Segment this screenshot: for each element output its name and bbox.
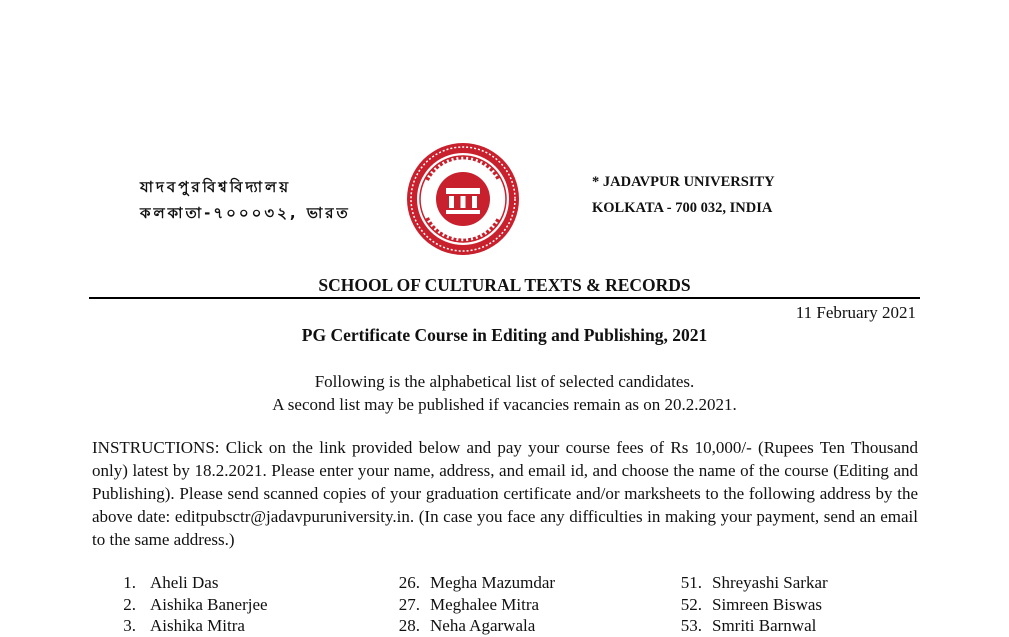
intro-line-2: A second list may be published if vacancies remain as on 20.2.2021.	[272, 395, 737, 414]
candidate-name: Aheli Das	[150, 573, 219, 592]
candidate-name: Aishika Mitra	[150, 616, 245, 635]
candidate-name: Smriti Barnwal	[712, 616, 817, 635]
list-item	[100, 572, 268, 594]
header-divider	[89, 297, 920, 299]
letterhead-bengali-line2: কলকাতা-৭০০০৩২, ভারত	[140, 204, 351, 222]
candidate-name: Aishika Banerjee	[150, 594, 268, 614]
list-item	[672, 572, 828, 594]
list-item	[100, 615, 268, 637]
candidate-name: Meghalee Mitra	[430, 594, 540, 614]
letterhead-english-line2: KOLKATA - 700 032, INDIA	[592, 200, 773, 216]
instructions-paragraph: INSTRUCTIONS: Click on the link provided below and pay your course fees of Rs 10,000/- (Rupees Ten Thousand only) latest by 18.2.2021. Please enter your name, address, and email id, and choose the name of the course (Editing and Publishing). Please send scanned copies of your graduation certificate and/or marksheets to the following address by the above date: editpubsctr@jadavpuruniversity.in. (In case you face any difficulties in making your payment, send an email to the same address.)	[92, 438, 918, 549]
intro-line-1: Following is the alphabetical list of selected candidates.	[314, 372, 695, 391]
list-item	[390, 572, 555, 594]
document-date: 11 February 2021	[795, 303, 916, 322]
candidate-name: Shreyashi Sarkar	[712, 573, 828, 592]
candidate-name: Simreen Biswas	[712, 594, 823, 614]
candidate-number: 53.	[680, 616, 702, 635]
list-item	[100, 594, 268, 616]
candidate-number: 2.	[123, 594, 136, 614]
candidate-number: 1.	[123, 573, 136, 592]
letterhead-english-line1: * JADAVPUR UNIVERSITY	[592, 174, 775, 190]
candidate-number: 27.	[398, 594, 420, 614]
list-item	[672, 594, 828, 616]
candidate-name: Neha Agarwala	[430, 616, 536, 635]
candidate-number: 3.	[123, 616, 136, 635]
school-name: SCHOOL OF CULTURAL TEXTS & RECORDS	[318, 275, 691, 295]
candidate-number: 52.	[680, 594, 702, 614]
candidate-number: 28.	[398, 616, 420, 635]
candidate-column-1	[100, 572, 268, 637]
candidate-number: 51.	[680, 573, 702, 592]
candidate-name: Megha Mazumdar	[430, 573, 556, 592]
candidate-column-3	[672, 572, 828, 637]
list-item	[390, 615, 555, 637]
letterhead-bengali-line1: যাদবপুরবিশ্ববিদ্যালয়	[140, 178, 292, 196]
list-item	[672, 615, 828, 637]
university-seal-icon	[403, 140, 523, 258]
list-item	[390, 594, 555, 616]
course-title: PG Certificate Course in Editing and Publishing, 2021	[301, 325, 708, 345]
candidate-number: 26.	[398, 573, 420, 592]
candidate-column-2	[390, 572, 555, 637]
